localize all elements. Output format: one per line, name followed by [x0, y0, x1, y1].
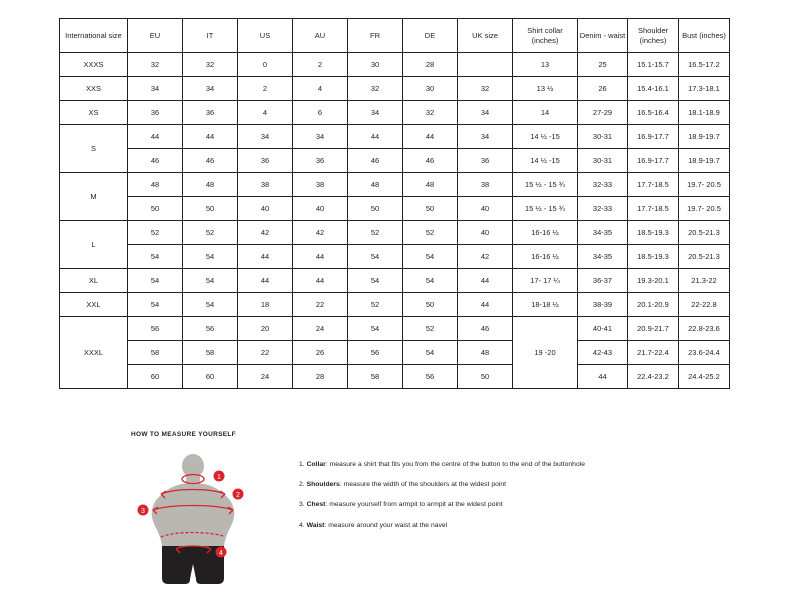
- table-row: [60, 101, 730, 125]
- table-row: [60, 173, 730, 197]
- cell-shoulder: 16.9-17.7: [628, 125, 679, 149]
- cell-shirt-collar: 15 ½ - 15 ¾: [513, 197, 578, 221]
- measure-step-label: Collar: [306, 461, 326, 468]
- cell-bust: 22.8-23.6: [679, 317, 730, 341]
- cell-uk-size: 44: [458, 269, 513, 293]
- measure-step-text: : measure yourself from armpit to armpit at the widest point: [325, 501, 503, 509]
- cell-bust: 24.4-25.2: [679, 365, 730, 389]
- cell-de: 30: [403, 77, 458, 101]
- cell-it: 52: [183, 221, 238, 245]
- cell-eu: 54: [128, 245, 183, 269]
- cell-shoulder: 15.4-16.1: [628, 77, 679, 101]
- cell-it: 48: [183, 173, 238, 197]
- cell-it: 46: [183, 149, 238, 173]
- cell-fr: 46: [348, 149, 403, 173]
- measure-step-number: 1.: [299, 461, 305, 468]
- cell-eu: 34: [128, 77, 183, 101]
- cell-fr: 56: [348, 341, 403, 365]
- measure-step-text: : measure the width of the shoulders at the widest point: [339, 481, 507, 489]
- marker-2: [233, 489, 244, 500]
- cell-denim-waist: 30-31: [578, 149, 628, 173]
- cell-it: 54: [183, 245, 238, 269]
- cell-it: 54: [183, 269, 238, 293]
- marker-1: [214, 471, 225, 482]
- cell-shirt-collar: 14: [513, 101, 578, 125]
- cell-au: 24: [293, 317, 348, 341]
- table-header-row: [60, 19, 730, 53]
- table-row: [60, 293, 730, 317]
- cell-shirt-collar: 19 -20: [513, 317, 578, 389]
- cell-uk-size: 46: [458, 317, 513, 341]
- cell-au: 38: [293, 173, 348, 197]
- table-row: [60, 245, 730, 269]
- cell-us: 44: [238, 269, 293, 293]
- cell-shirt-collar: 17- 17 ¼: [513, 269, 578, 293]
- cell-it: 54: [183, 293, 238, 317]
- cell-shirt-collar: 13: [513, 53, 578, 77]
- cell-au: 6: [293, 101, 348, 125]
- cell-de: 50: [403, 197, 458, 221]
- measure-step-number: 2.: [299, 481, 305, 489]
- cell-international-size: XXL: [60, 293, 128, 317]
- cell-uk-size: 42: [458, 245, 513, 269]
- cell-fr: 50: [348, 197, 403, 221]
- cell-shirt-collar: 14 ½ -15: [513, 149, 578, 173]
- marker-3-label: 3: [141, 507, 145, 515]
- cell-it: 60: [183, 365, 238, 389]
- cell-bust: 18.1-18.9: [679, 101, 730, 125]
- cell-bust: 18.9-19.7: [679, 125, 730, 149]
- torso-diagram: [131, 452, 261, 582]
- cell-us: 0: [238, 53, 293, 77]
- cell-shoulder: 20.9-21.7: [628, 317, 679, 341]
- cell-us: 2: [238, 77, 293, 101]
- cell-uk-size: 48: [458, 341, 513, 365]
- cell-bust: 19.7- 20.5: [679, 197, 730, 221]
- cell-au: 44: [293, 245, 348, 269]
- cell-fr: 30: [348, 53, 403, 77]
- cell-denim-waist: 40-41: [578, 317, 628, 341]
- table-body: [60, 53, 730, 389]
- col-header-eu: EU: [128, 19, 183, 53]
- table-row: [60, 221, 730, 245]
- cell-eu: 56: [128, 317, 183, 341]
- cell-de: 32: [403, 101, 458, 125]
- cell-shirt-collar: 15 ½ - 15 ¾: [513, 173, 578, 197]
- cell-denim-waist: 38-39: [578, 293, 628, 317]
- cell-au: 4: [293, 77, 348, 101]
- cell-uk-size: 32: [458, 77, 513, 101]
- cell-de: 54: [403, 269, 458, 293]
- cell-bust: 21.3-22: [679, 269, 730, 293]
- cell-eu: 60: [128, 365, 183, 389]
- shorts-shape: [162, 546, 224, 584]
- cell-international-size: XXS: [60, 77, 128, 101]
- cell-bust: 18.9-19.7: [679, 149, 730, 173]
- cell-international-size: L: [60, 221, 128, 269]
- cell-eu: 54: [128, 269, 183, 293]
- col-header-us: US: [238, 19, 293, 53]
- cell-us: 24: [238, 365, 293, 389]
- cell-denim-waist: 42-43: [578, 341, 628, 365]
- col-header-au: AU: [293, 19, 348, 53]
- cell-it: 32: [183, 53, 238, 77]
- col-header-denim-waist: Denim - waist: [578, 19, 628, 53]
- cell-uk-size: [458, 53, 513, 77]
- cell-us: 22: [238, 341, 293, 365]
- cell-shirt-collar: 16-16 ½: [513, 245, 578, 269]
- cell-eu: 48: [128, 173, 183, 197]
- cell-denim-waist: 25: [578, 53, 628, 77]
- cell-uk-size: 50: [458, 365, 513, 389]
- table-row: [60, 341, 730, 365]
- cell-fr: 52: [348, 293, 403, 317]
- size-chart-table: [59, 18, 730, 389]
- cell-shoulder: 19.3-20.1: [628, 269, 679, 293]
- cell-au: 34: [293, 125, 348, 149]
- col-header-de: DE: [403, 19, 458, 53]
- cell-international-size: XXXL: [60, 317, 128, 389]
- cell-uk-size: 40: [458, 197, 513, 221]
- table-row: [60, 53, 730, 77]
- cell-fr: 44: [348, 125, 403, 149]
- cell-denim-waist: 30-31: [578, 125, 628, 149]
- cell-eu: 32: [128, 53, 183, 77]
- cell-shoulder: 16.5-16.4: [628, 101, 679, 125]
- col-header-shirt-collar: Shirt collar (inches): [513, 19, 578, 53]
- cell-shoulder: 18.5-19.3: [628, 245, 679, 269]
- measure-step-label: Chest: [306, 501, 326, 509]
- cell-au: 22: [293, 293, 348, 317]
- cell-eu: 58: [128, 341, 183, 365]
- cell-us: 34: [238, 125, 293, 149]
- measure-step: [299, 480, 749, 489]
- cell-eu: 46: [128, 149, 183, 173]
- cell-us: 38: [238, 173, 293, 197]
- cell-uk-size: 34: [458, 101, 513, 125]
- cell-uk-size: 36: [458, 149, 513, 173]
- cell-au: 36: [293, 149, 348, 173]
- cell-us: 40: [238, 197, 293, 221]
- marker-4-label: 4: [219, 549, 223, 557]
- cell-au: 2: [293, 53, 348, 77]
- measure-step-label: Waist: [306, 521, 325, 529]
- table-row: [60, 197, 730, 221]
- cell-us: 44: [238, 245, 293, 269]
- cell-denim-waist: 27-29: [578, 101, 628, 125]
- cell-uk-size: 40: [458, 221, 513, 245]
- cell-bust: 16.5-17.2: [679, 53, 730, 77]
- cell-international-size: XS: [60, 101, 128, 125]
- table-row: [60, 269, 730, 293]
- cell-au: 28: [293, 365, 348, 389]
- cell-it: 44: [183, 125, 238, 149]
- cell-shoulder: 22.4-23.2: [628, 365, 679, 389]
- measure-step: [299, 500, 749, 509]
- cell-shoulder: 15.1-15.7: [628, 53, 679, 77]
- cell-de: 54: [403, 341, 458, 365]
- col-header-bust: Bust (inches): [679, 19, 730, 53]
- cell-denim-waist: 34-35: [578, 245, 628, 269]
- measure-steps-list: [299, 460, 749, 541]
- cell-de: 56: [403, 365, 458, 389]
- cell-international-size: S: [60, 125, 128, 173]
- cell-bust: 20.5-21.3: [679, 221, 730, 245]
- marker-4: [216, 547, 227, 558]
- cell-uk-size: 38: [458, 173, 513, 197]
- cell-shoulder: 21.7-22.4: [628, 341, 679, 365]
- col-header-shoulder: Shoulder (inches): [628, 19, 679, 53]
- cell-it: 56: [183, 317, 238, 341]
- cell-de: 44: [403, 125, 458, 149]
- cell-shoulder: 17.7-18.5: [628, 197, 679, 221]
- cell-uk-size: 34: [458, 125, 513, 149]
- cell-shoulder: 18.5-19.3: [628, 221, 679, 245]
- cell-bust: 23.6-24.4: [679, 341, 730, 365]
- cell-it: 58: [183, 341, 238, 365]
- cell-de: 48: [403, 173, 458, 197]
- cell-denim-waist: 34-35: [578, 221, 628, 245]
- cell-au: 42: [293, 221, 348, 245]
- table-row: [60, 77, 730, 101]
- cell-international-size: XXXS: [60, 53, 128, 77]
- cell-eu: 54: [128, 293, 183, 317]
- cell-bust: 19.7- 20.5: [679, 173, 730, 197]
- cell-shirt-collar: 18-18 ½: [513, 293, 578, 317]
- cell-international-size: M: [60, 173, 128, 221]
- cell-fr: 48: [348, 173, 403, 197]
- cell-shoulder: 17.7-18.5: [628, 173, 679, 197]
- cell-shirt-collar: 13 ½: [513, 77, 578, 101]
- cell-eu: 52: [128, 221, 183, 245]
- measure-step-number: 3.: [299, 501, 305, 509]
- table-header: [60, 19, 730, 53]
- cell-us: 36: [238, 149, 293, 173]
- cell-de: 46: [403, 149, 458, 173]
- cell-shirt-collar: 14 ½ -15: [513, 125, 578, 149]
- measure-step-text: : measure a shirt that fits you from the centre of the button to the end of the buttonhole: [325, 461, 586, 468]
- cell-bust: 17.3-18.1: [679, 77, 730, 101]
- marker-1-label: 1: [217, 473, 221, 481]
- cell-au: 26: [293, 341, 348, 365]
- cell-fr: 54: [348, 245, 403, 269]
- marker-2-label: 2: [236, 491, 240, 499]
- cell-au: 40: [293, 197, 348, 221]
- cell-it: 36: [183, 101, 238, 125]
- cell-uk-size: 44: [458, 293, 513, 317]
- cell-denim-waist: 32-33: [578, 197, 628, 221]
- cell-de: 50: [403, 293, 458, 317]
- cell-international-size: XL: [60, 269, 128, 293]
- cell-shoulder: 16.9-17.7: [628, 149, 679, 173]
- cell-it: 34: [183, 77, 238, 101]
- table-row: [60, 365, 730, 389]
- marker-3: [138, 505, 149, 516]
- col-header-uk-size: UK size: [458, 19, 513, 53]
- measure-step: [299, 521, 749, 530]
- cell-eu: 36: [128, 101, 183, 125]
- table-row: [60, 149, 730, 173]
- cell-de: 54: [403, 245, 458, 269]
- col-header-it: IT: [183, 19, 238, 53]
- cell-fr: 58: [348, 365, 403, 389]
- cell-denim-waist: 36-37: [578, 269, 628, 293]
- cell-denim-waist: 26: [578, 77, 628, 101]
- table-row: [60, 125, 730, 149]
- how-to-measure-section: [131, 431, 751, 557]
- cell-shoulder: 20.1-20.9: [628, 293, 679, 317]
- cell-fr: 32: [348, 77, 403, 101]
- cell-au: 44: [293, 269, 348, 293]
- cell-denim-waist: 32-33: [578, 173, 628, 197]
- measure-step-label: Shoulders: [306, 481, 340, 489]
- cell-fr: 54: [348, 269, 403, 293]
- cell-de: 52: [403, 317, 458, 341]
- cell-fr: 34: [348, 101, 403, 125]
- cell-denim-waist: 44: [578, 365, 628, 389]
- measure-step-text: : measure around your waist at the navel: [324, 521, 448, 529]
- measure-step: [299, 460, 749, 469]
- cell-us: 18: [238, 293, 293, 317]
- table-row: [60, 317, 730, 341]
- cell-de: 52: [403, 221, 458, 245]
- cell-us: 42: [238, 221, 293, 245]
- cell-us: 20: [238, 317, 293, 341]
- cell-eu: 44: [128, 125, 183, 149]
- cell-eu: 50: [128, 197, 183, 221]
- cell-bust: 20.5-21.3: [679, 245, 730, 269]
- cell-fr: 54: [348, 317, 403, 341]
- how-to-measure-title: HOW TO MEASURE YOURSELF: [131, 431, 236, 438]
- cell-it: 50: [183, 197, 238, 221]
- col-header-fr: FR: [348, 19, 403, 53]
- cell-shirt-collar: 16-16 ½: [513, 221, 578, 245]
- measure-step-number: 4.: [299, 521, 305, 529]
- cell-de: 28: [403, 53, 458, 77]
- col-header-international-size: International size: [60, 19, 128, 53]
- cell-fr: 52: [348, 221, 403, 245]
- cell-bust: 22-22.8: [679, 293, 730, 317]
- torso-diagram-svg: [131, 452, 261, 587]
- cell-us: 4: [238, 101, 293, 125]
